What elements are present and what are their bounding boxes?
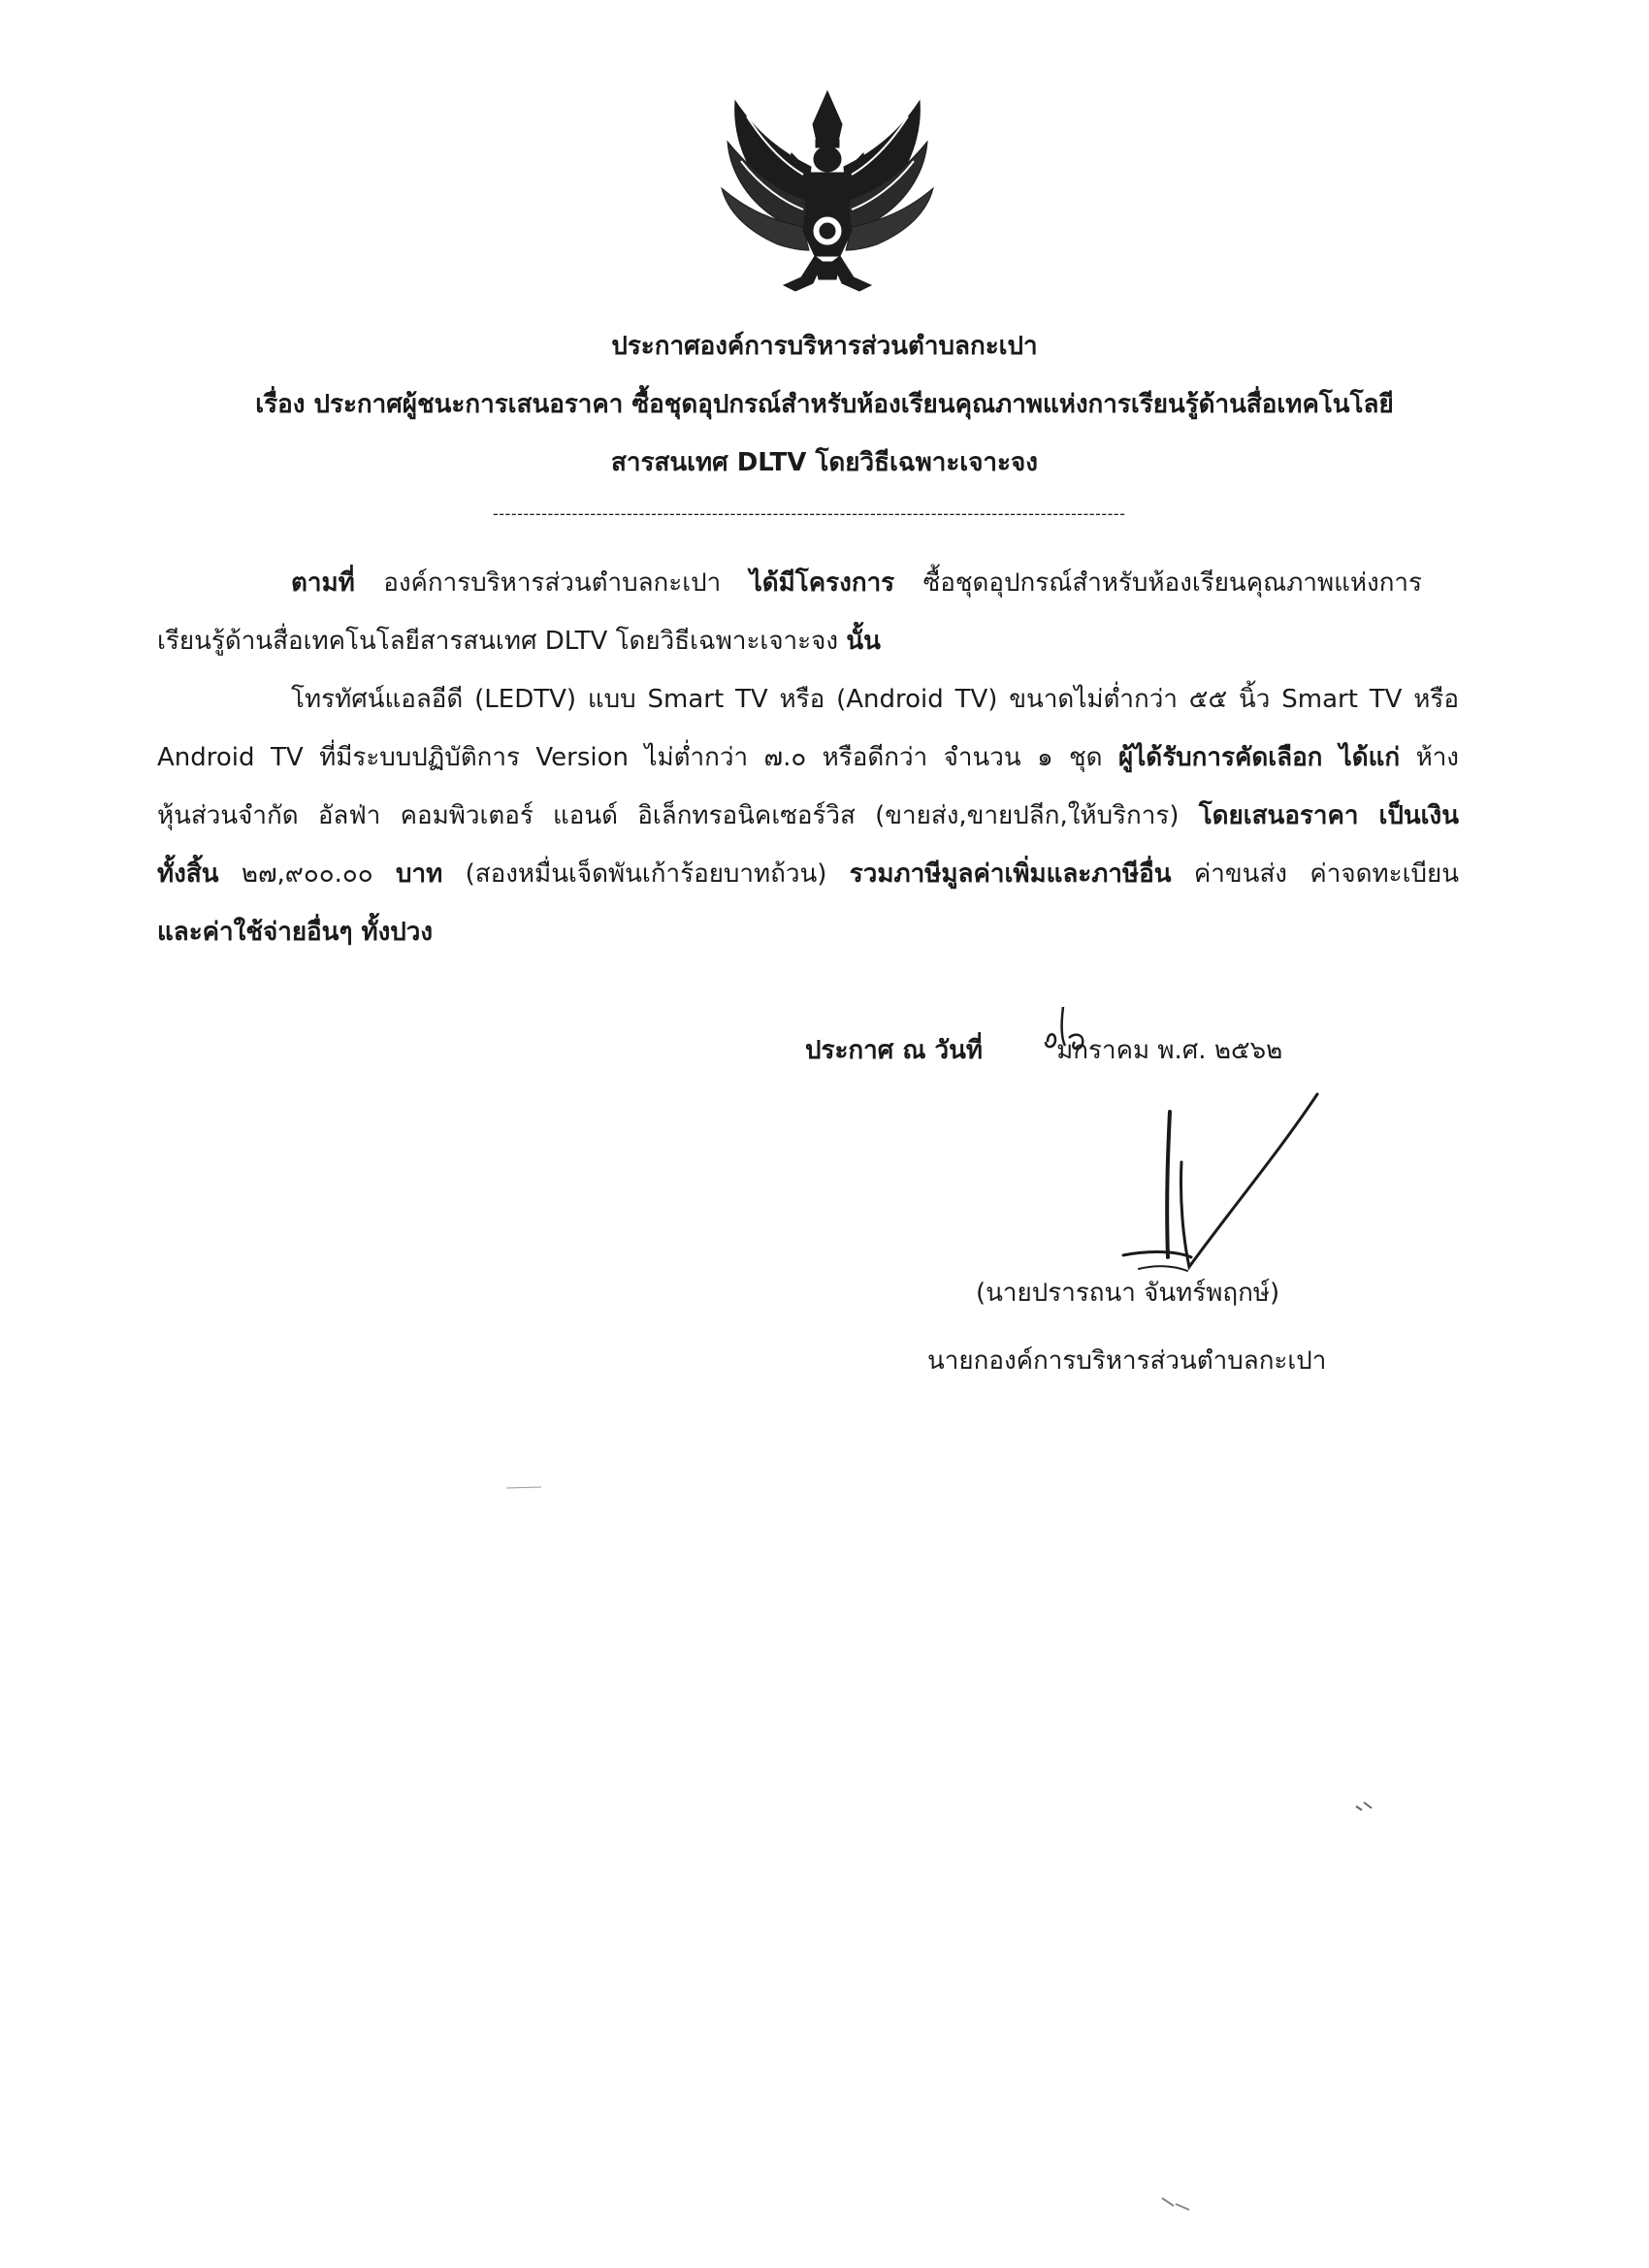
text-bold: ตามที่ (291, 568, 355, 598)
text-bold: ทั้งสิ้น (157, 859, 219, 889)
text: Android TV ที่มีระบบปฏิบัติการ Version ไม่ต่ำกว่า ๗.๐ หรือดีกว่า จำนวน ๑ ชุด (157, 743, 1118, 772)
garuda-emblem-icon (706, 85, 949, 301)
text-bold: บาท (395, 859, 443, 889)
handwritten-signature-icon (1084, 1085, 1337, 1279)
org-title: ประกาศองค์การบริหารส่วนตำบลกะเปา (611, 332, 1038, 361)
text: ค่าขนส่ง ค่าจดทะเบียน (1171, 859, 1459, 889)
signer-position: นายกองค์การบริหารส่วนตำบลกะเปา (927, 1346, 1327, 1376)
handwritten-day-icon (1042, 1003, 1090, 1061)
paragraph-2-line-1: โทรทัศน์แอลอีดี (LEDTV) แบบ Smart TV หรือ (Android TV) ขนาดไม่ต่ำกว่า ๕๕ นิ้ว Smart TV หรือ (291, 685, 1459, 714)
date-prefix: ประกาศ ณ วันที่ (805, 1036, 984, 1065)
text-bold: ได้มีโครงการ (749, 568, 895, 598)
paragraph-2-line-4 (157, 854, 1459, 893)
text-bold: ผู้ได้รับการคัดเลือก ได้แก่ (1118, 743, 1401, 772)
text-bold: รวมภาษีมูลค่าเพิ่มและภาษีอื่น (849, 859, 1172, 889)
paragraph-2-line-3 (157, 795, 1459, 835)
text: ซื้อชุดอุปกรณ์สำหรับห้องเรียนคุณภาพแห่งการ (894, 568, 1422, 598)
signer-name: (นายปรารถนา จันทร์พฤกษ์) (976, 1279, 1280, 1308)
text: ห้าง (1400, 743, 1460, 772)
text: เรียนรู้ด้านสื่อเทคโนโลยีสารสนเทศ DLTV โดยวิธีเฉพาะเจาะจง (157, 627, 847, 656)
text: (สองหมื่นเจ็ดพันเก้าร้อยบาทถ้วน) (442, 859, 850, 889)
text-bold: โดยเสนอราคา เป็นเงิน (1198, 801, 1459, 830)
scan-mark (1160, 2194, 1195, 2214)
scan-mark (504, 1484, 543, 1492)
paragraph-1-line-2 (157, 621, 881, 661)
amount: ๒๗,๙๐๐.๐๐ (218, 859, 396, 889)
paragraph-2-line-5: และค่าใช้จ่ายอื่นๆ ทั้งปวง (157, 918, 434, 947)
text: หุ้นส่วนจำกัด อัลฟ่า คอมพิวเตอร์ แอนด์ อิเล็กทรอนิคเซอร์วิส (ขายส่ง,ขายปลีก,ให้บริการ) (157, 801, 1199, 830)
text-bold: นั้น (846, 627, 881, 656)
scan-mark (1352, 1798, 1375, 1814)
title-separator: -------------------------------------------------------------------------------------------------------- (493, 504, 1126, 523)
subject-line-1: เรื่อง ประกาศผู้ชนะการเสนอราคา ซื้อชุดอุปกรณ์สำหรับห้องเรียนคุณภาพแห่งการเรียนรู้ด้านสื่อเทคโนโลยี (255, 390, 1394, 419)
paragraph-2-line-2 (157, 737, 1459, 777)
date-suffix: มกราคม พ.ศ. ๒๕๖๒ (1056, 1036, 1283, 1065)
paragraph-1-line-1 (291, 563, 1422, 602)
text: องค์การบริหารส่วนตำบลกะเปา (354, 568, 750, 598)
subject-line-2: สารสนเทศ DLTV โดยวิธีเฉพาะเจาะจง (611, 448, 1038, 477)
